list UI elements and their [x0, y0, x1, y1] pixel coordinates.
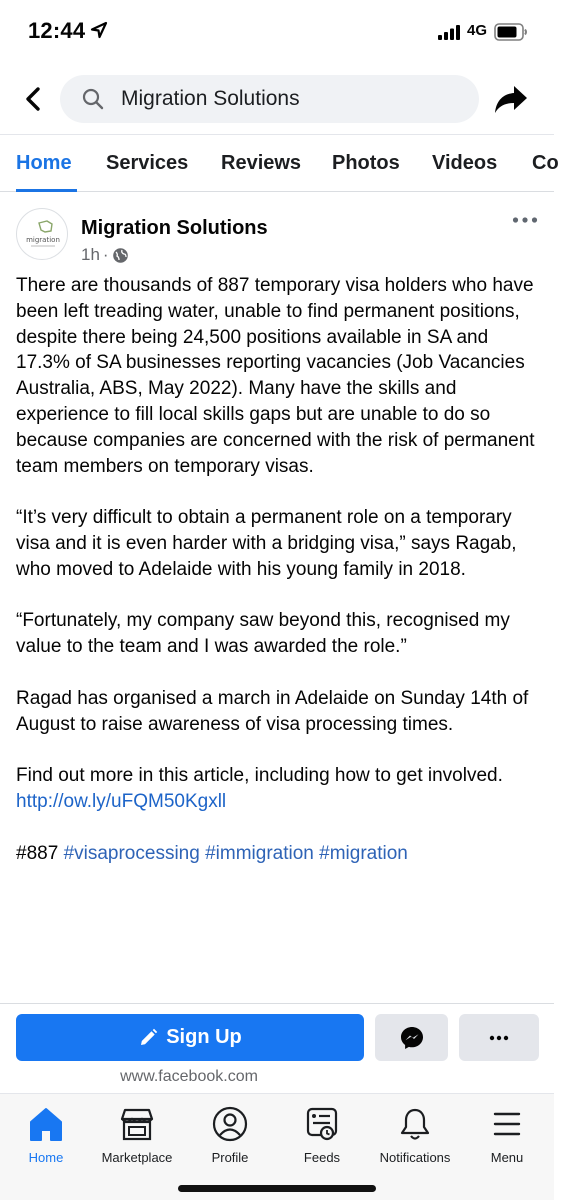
menu-icon	[488, 1106, 526, 1142]
pencil-icon	[138, 1028, 158, 1048]
tab-reviews[interactable]: Reviews	[221, 152, 302, 174]
back-button[interactable]	[18, 82, 48, 116]
status-bar	[0, 0, 554, 64]
post-author[interactable]: Migration Solutions	[81, 217, 268, 239]
search-query: Migration Solutions	[121, 87, 300, 110]
post-body	[16, 273, 542, 866]
home-indicator[interactable]	[178, 1185, 376, 1192]
share-button[interactable]	[494, 84, 528, 119]
tab-services[interactable]: Services	[106, 152, 189, 174]
post-hashtags	[16, 841, 542, 867]
globe-icon	[112, 247, 129, 264]
home-icon	[27, 1106, 65, 1142]
post-meta	[81, 245, 129, 265]
sign-up-label: Sign Up	[166, 1026, 242, 1048]
share-icon	[494, 84, 528, 114]
post-cta-text: Find out more in this article, including how to get involved.	[16, 765, 503, 787]
active-tab-indicator	[16, 189, 77, 192]
post-time[interactable]: 1h	[81, 245, 100, 264]
more-horizontal-icon	[489, 1035, 509, 1041]
tab-community[interactable]: Co	[532, 152, 559, 174]
tab-videos[interactable]: Videos	[432, 152, 498, 174]
chevron-left-icon	[24, 86, 42, 112]
avatar[interactable]	[16, 208, 68, 260]
post-paragraph: “Fortunately, my company saw beyond this, recognised my value to the team and I was awarded the role.”	[16, 610, 510, 658]
bottom-navigation	[0, 1093, 554, 1200]
post	[0, 193, 554, 1003]
tab-photos[interactable]: Photos	[332, 152, 400, 174]
bell-icon	[396, 1106, 434, 1142]
post-paragraph: There are thousands of 887 temporary visa holders who have been left treading water, unable to find permanent positions, despite there being 24,500 positions available in SA and 17.3% of SA businesses reporting vacancies (Job Vacancies Australia, ABS, May 2022). Many have the skills and experience to fill local skills gaps but are unable to do so because companies are concerned with the risk of permanent team members on temporary visas.	[16, 275, 535, 477]
post-options-button[interactable]	[512, 211, 538, 229]
messenger-button[interactable]	[375, 1014, 448, 1061]
status-time: 12:44	[28, 18, 86, 43]
more-horizontal-icon	[512, 216, 538, 224]
post-paragraph: Ragad has organised a march in Adelaide on Sunday 14th of August to raise awareness of visa processing times.	[16, 687, 529, 735]
search-icon	[82, 88, 104, 110]
marketplace-icon	[118, 1106, 156, 1142]
nav-label: Notifications	[379, 1150, 451, 1165]
migration-logo-icon	[17, 209, 69, 261]
nav-label: Home	[28, 1150, 64, 1165]
cell-signal-icon	[438, 25, 462, 40]
network-type: 4G	[467, 22, 488, 39]
hashtag[interactable]: #visaprocessing	[63, 842, 200, 864]
page-tabs	[0, 134, 559, 192]
profile-icon	[211, 1106, 249, 1142]
post-cta-paragraph	[16, 763, 542, 815]
cta-bar	[0, 1003, 554, 1093]
tab-home[interactable]: Home	[16, 152, 72, 174]
location-arrow-icon	[90, 21, 108, 39]
site-url: www.facebook.com	[120, 1068, 258, 1085]
article-link[interactable]: http://ow.ly/uFQM50Kgxll	[16, 790, 227, 812]
battery-icon	[494, 23, 528, 41]
messenger-icon	[399, 1025, 425, 1051]
search-header	[0, 64, 554, 134]
nav-label: Feeds	[303, 1150, 341, 1165]
nav-label: Marketplace	[101, 1150, 173, 1165]
search-bar[interactable]	[60, 75, 479, 123]
more-actions-button[interactable]	[459, 1014, 539, 1061]
nav-label: Menu	[490, 1150, 524, 1165]
nav-label: Profile	[211, 1150, 249, 1165]
meta-separator: ·	[102, 245, 109, 264]
hashtag[interactable]: #migration	[319, 842, 408, 864]
hashtag[interactable]: #887	[16, 842, 59, 864]
nav-menu[interactable]	[452, 1106, 562, 1165]
feeds-icon	[303, 1106, 341, 1142]
avatar-text: migration	[26, 236, 60, 244]
hashtag[interactable]: #immigration	[205, 842, 314, 864]
sign-up-button[interactable]	[16, 1014, 364, 1061]
post-paragraph: “It’s very difficult to obtain a permanent role on a temporary visa and it is even harder with a bridging visa,” says Ragab, who moved to Adelaide with his young family in 2018.	[16, 507, 517, 580]
